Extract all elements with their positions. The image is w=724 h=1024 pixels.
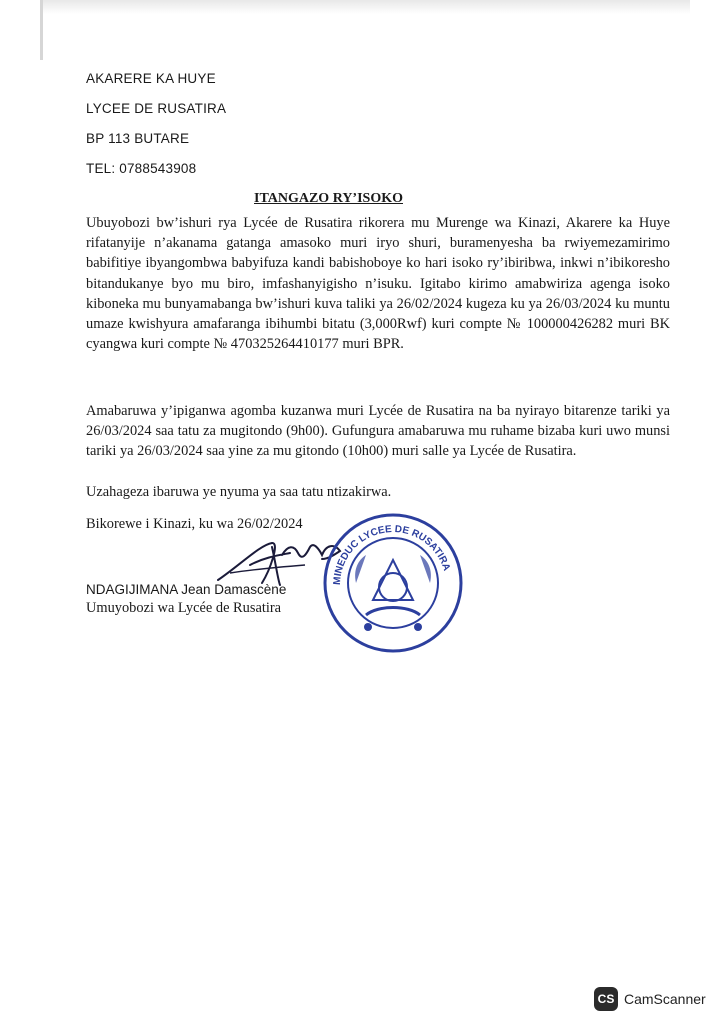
date-place-line: Bikorewe i Kinazi, ku wa 26/02/2024 xyxy=(86,516,303,532)
paragraph-submission: Amabaruwa y’ipiganwa agomba kuzanwa muri Lycée de Rusatira na ba nyirayo bitarenze tariki ya 26/03/2024 saa tatu za mugitondo (9h00). Gufungura amabaruwa mu ruhame bizaba kuri uwo munsi tariki ya 26/03/2024 saa yine za mu gitondo (10h00) muri salle ya Lycée de Rusatira. xyxy=(86,403,670,460)
scan-edge-line xyxy=(40,0,43,60)
paragraph-announcement: Ubuyobozi bw’ishuri rya Lycée de Rusatira rikorera mu Murenge wa Kinazi, Akarere ka Huye rifatanyije n’akanama gatanga amasoko muri iryo shuri, buramenyesha ba rwiyemezamirimo babifitiye ibyangombwa babyifuza kandi babishoboye ko hari isoko ry’ibiribwa, inkwi n’ibikoresho bitandukanye byo mu biro, imfashanyigisho n’isuku. Igitabo kirimo amabwiriza agenga isoko kiboneka mu bunyamabanga bw’ishuri kuva taliki ya 26/02/2024 kugeza ku ya 26/03/2024 ku muntu umaze kwishyura amafaranga ibihumbi bitatu (3,000Rwf) kuri compte № 100000426282 muri BK cyangwa kuri compte № 470325264410177 muri BPR. xyxy=(86,215,670,353)
camscanner-label: CamScanner xyxy=(624,991,706,1007)
header-district: AKARERE KA HUYE xyxy=(86,71,216,86)
header-school: LYCEE DE RUSATIRA xyxy=(86,101,227,116)
signatory-name: NDAGIJIMANA Jean Damascène xyxy=(86,582,287,597)
header-phone: TEL: 0788543908 xyxy=(86,161,197,176)
signatory-role: Umuyobozi wa Lycée de Rusatira xyxy=(86,600,282,616)
scan-edge-shadow xyxy=(40,0,690,14)
document-title: ITANGAZO RY’ISOKO xyxy=(254,191,403,206)
camscanner-watermark xyxy=(594,987,706,1011)
paragraph-late-notice: Uzahageza ibaruwa ye nyuma ya saa tatu ntizakirwa. xyxy=(86,484,392,500)
camscanner-icon: CS xyxy=(594,987,618,1011)
header-po-box: BP 113 BUTARE xyxy=(86,131,190,146)
school-stamp xyxy=(318,505,468,655)
stamp-text: MINEDUC LYCEE DE RUSATIRA xyxy=(331,523,452,586)
